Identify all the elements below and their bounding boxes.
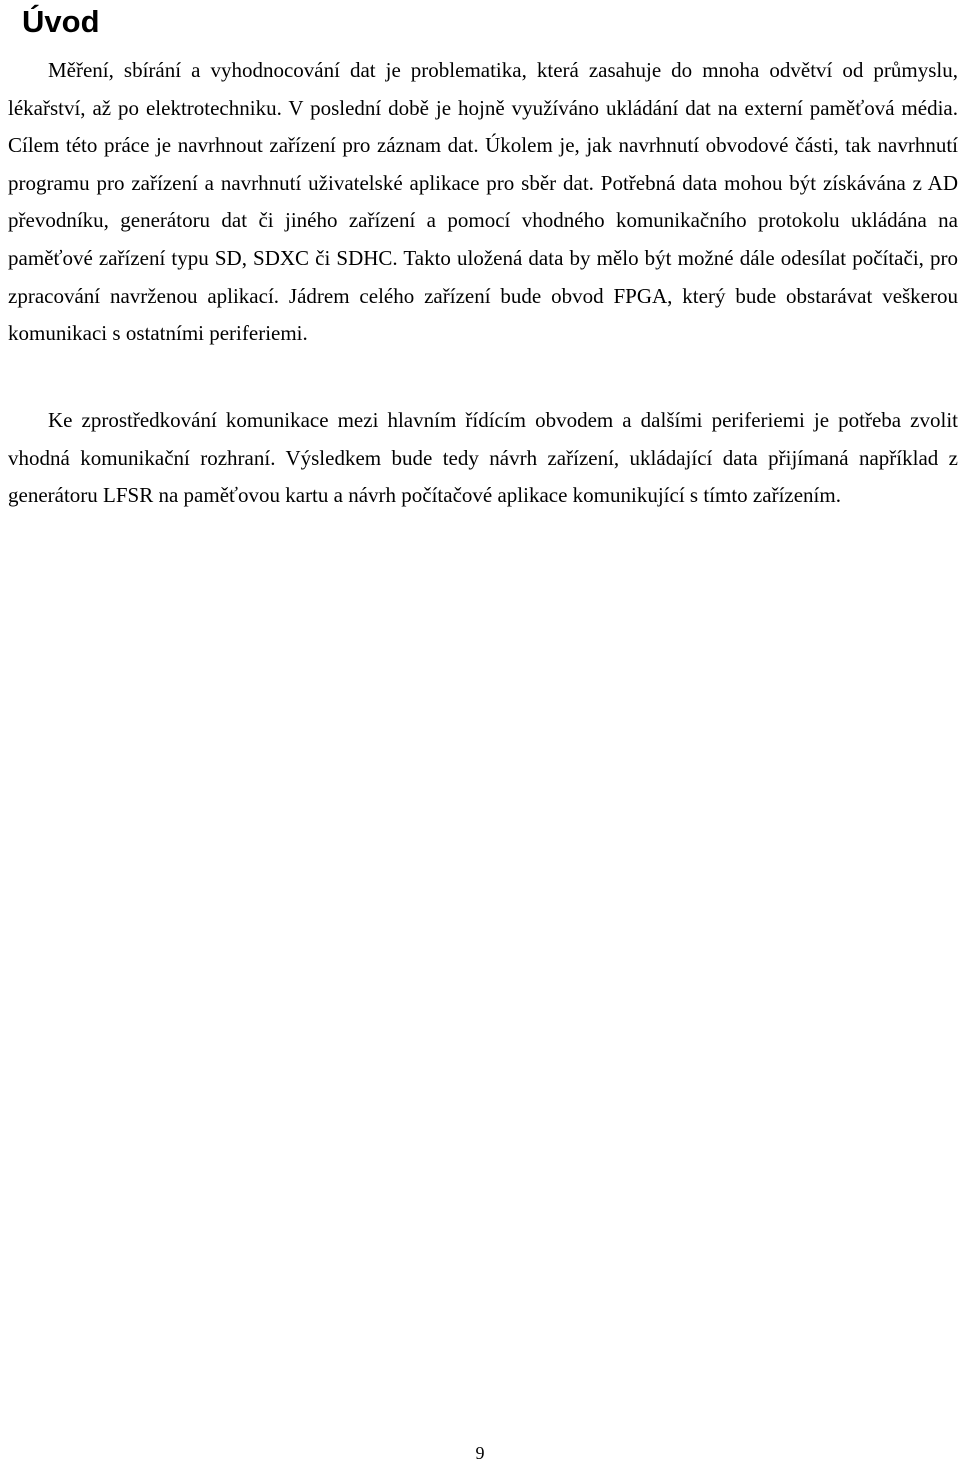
section-heading: Úvod (22, 4, 100, 39)
paragraph-introduction: Měření, sbírání a vyhodnocování dat je problematika, která zasahuje do mnoha odvětví od průmyslu, lékařství, až po elektrotechniku. V poslední době je hojně využíváno ukládání dat na externí paměťová média. Cílem této práce je navrhnout zařízení pro záznam dat. Úkolem je, jak navrhnutí obvodové části, tak navrhnutí programu pro zařízení a navrhnutí uživatelské aplikace pro sběr dat. Potřebná data mohou být získávána z AD převodníku, generátoru dat či jiného zařízení a pomocí vhodného komunikačního protokolu ukládána na paměťové zařízení typu SD, SDXC či SDHC. Takto uložená data by mělo být možné dále odesílat počítači, pro zpracování navrženou aplikací. Jádrem celého zařízení bude obvod FPGA, který bude obstarávat veškerou komunikaci s ostatními periferiemi. (8, 58, 958, 346)
paragraph-interfaces: Ke zprostředkování komunikace mezi hlavním řídícím obvodem a dalšími periferiemi je potřeba zvolit vhodná komunikační rozhraní. Výsledkem bude tedy návrh zařízení, ukládající data přijímaná například z generátoru LFSR na paměťovou kartu a návrh počítačové aplikace komunikující s tímto zařízením. (8, 408, 958, 508)
page-number: 9 (475, 1443, 485, 1463)
